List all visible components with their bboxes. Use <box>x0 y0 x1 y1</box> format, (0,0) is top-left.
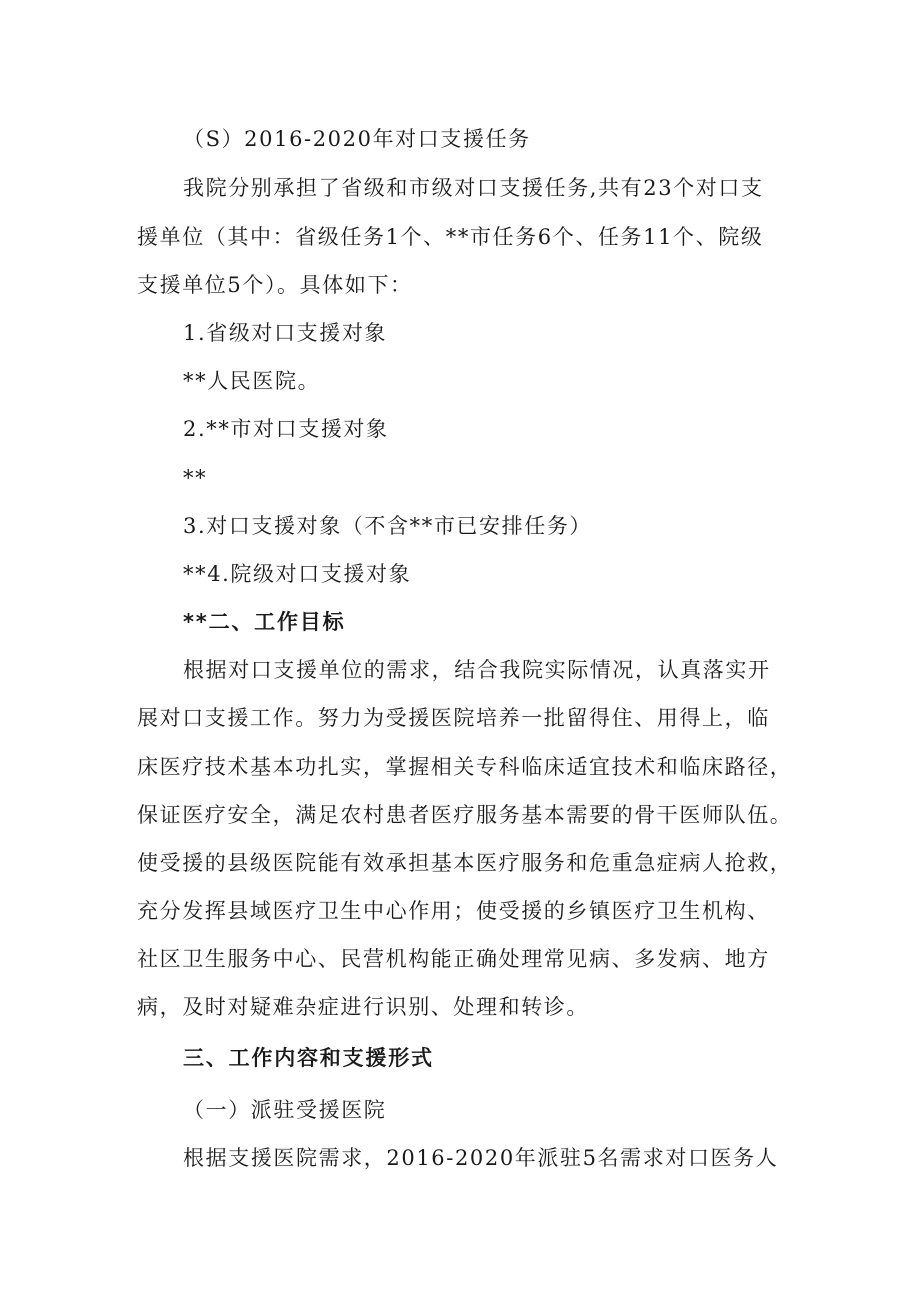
list-item-text: **人民医院。 <box>183 369 321 393</box>
paragraph-line: 保证医疗安全，满足农村患者医疗服务基本需要的骨干医师队伍。 <box>137 803 793 827</box>
paragraph-line: 支援单位5个）。具体如下： <box>137 273 413 297</box>
section-heading-work-content: 三、工作内容和支援形式 <box>183 1046 434 1070</box>
paragraph-line: 援单位（其中：省级任务1个、**市任务6个、任务11个、院级 <box>137 225 764 249</box>
list-item-text: ** <box>183 466 208 490</box>
paragraph-line: 病，及时对疑难杂症进行识别、处理和转诊。 <box>137 995 589 1019</box>
list-item-heading: 1.省级对口支援对象 <box>183 321 388 345</box>
paragraph-line: 根据对口支援单位的需求，结合我院实际情况，认真落实开 <box>183 658 771 682</box>
paragraph-line: 充分发挥县域医疗卫生中心作用；使受援的乡镇医疗卫生机构、 <box>137 899 770 923</box>
paragraph-line: 我院分别承担了省级和市级对口支援任务,共有23个对口支 <box>183 176 764 200</box>
list-item-heading: 3.对口支援对象（不含**市已安排任务） <box>183 514 593 538</box>
section-heading-work-goals: **二、工作目标 <box>183 610 346 634</box>
section-heading-2016-2020-tasks: （S）2016-2020年对口支援任务 <box>183 127 531 151</box>
list-item-heading: 2.**市对口支援对象 <box>183 417 389 441</box>
paragraph-line: 床医疗技术基本功扎实，掌握相关专科临床适宜技术和临床路径， <box>137 755 793 779</box>
paragraph-line: 展对口支援工作。努力为受援医院培养一批留得住、用得上，临 <box>137 706 770 730</box>
list-item-heading: **4.院级对口支援对象 <box>183 562 412 586</box>
subsection-heading: （一）派驻受援医院 <box>183 1098 387 1122</box>
paragraph-line: 使受援的县级医院能有效承担基本医疗服务和危重急症病人抢救， <box>137 851 793 875</box>
paragraph-line: 社区卫生服务中心、民营机构能正确处理常见病、多发病、地方 <box>137 947 770 971</box>
paragraph-line: 根据支援医院需求，2016-2020年派驻5名需求对口医务人 <box>183 1146 779 1170</box>
